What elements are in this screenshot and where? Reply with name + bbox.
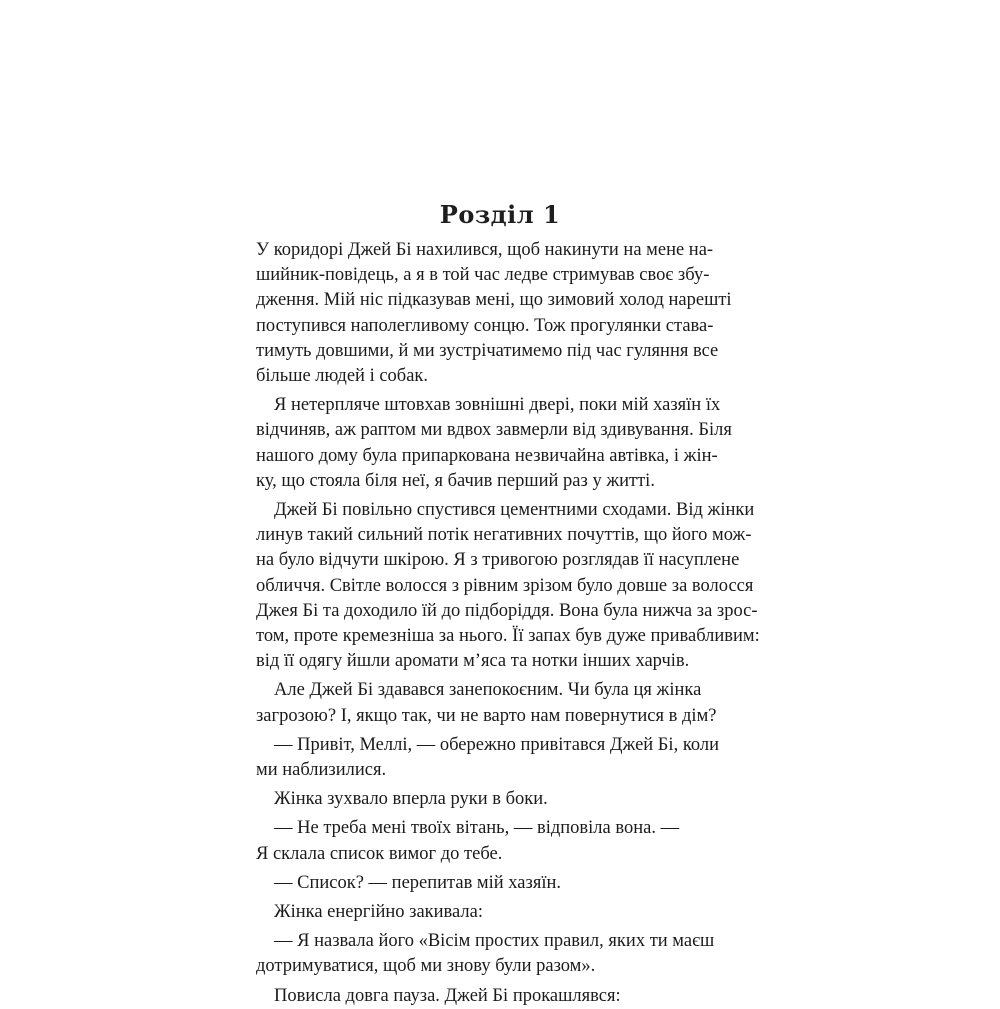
text-line: — Не треба мені твоїх вітань, — відповіла вона. — (274, 818, 680, 839)
text-line: Повисла довга пауза. Джей Бі прокашлявся: (274, 985, 621, 1006)
text-line: ми наблизилися. (256, 760, 387, 780)
text-line: линув такий сильний потік негативних почуттів, що його мож- (256, 525, 752, 546)
text-line: відчиняв, аж раптом ми вдвох завмерли від здивування. Біля (256, 420, 732, 441)
text-line: У коридорі Джей Бі нахилився, щоб накинути на мене на- (256, 240, 714, 260)
text-line: Жінка зухвало вперла руки в боки. (274, 789, 548, 810)
text-line: ку, що стояла біля неї, я бачив перший раз у житті. (256, 470, 655, 491)
text-line: на було відчути шкірою. Я з тривогою розглядав її насуплене (256, 550, 740, 571)
chapter-title: Розділ 1 (439, 200, 561, 229)
text-line: шийник-повідець, а я в той час ледве стримував своє збу- (256, 265, 710, 286)
text-line: тимуть довшими, й ми зустрічатимемо під час гуляння все (256, 340, 719, 361)
text-line: — Я назвала його «Вісім простих правил, яких ти маєш (274, 931, 715, 952)
text-line: Я нетерпляче штовхав зовнішні двері, поки мій хазяїн їх (274, 395, 721, 416)
text-line: більше людей і собак. (256, 366, 429, 386)
text-line: поступився наполегливому сонцю. Тож прогулянки става- (256, 315, 714, 336)
text-line: — Привіт, Меллі, — обережно привітався Джей Бі, коли (274, 734, 720, 755)
text-line: Джей Бі повільно спустився цементними сходами. Від жінки (274, 500, 755, 520)
text-line: від її одягу йшли аромати м’яса та нотки інших харчів. (256, 651, 690, 672)
text-line: дотримуватися, щоб ми знову були разом». (256, 956, 596, 977)
text-line: нашого дому була припаркована незвичайна автівка, і жін- (256, 445, 718, 466)
text-line: Я склала список вимог до тебе. (256, 843, 503, 864)
text-line: Жінка енергійно закивала: (274, 902, 483, 922)
text-line: Але Джей Бі здавався занепокоєним. Чи була ця жінка (274, 680, 702, 701)
text-line: том, проте кремезніша за нього. Її запах був дуже привабливим: (256, 626, 760, 646)
text-line: Джея Бі та доходило їй до підборіддя. Вона була нижча за зрос- (256, 600, 758, 621)
text-line: обличчя. Світле волосся з рівним зрізом було довше за волосся (256, 575, 754, 596)
text-line: — Список? — перепитав мій хазяїн. (274, 872, 562, 893)
text-line: загрозою? І, якщо так, чи не варто нам повернутися в дім? (256, 705, 717, 726)
text-line: дження. Мій ніс підказував мені, що зимовий холод нарешті (256, 290, 732, 311)
